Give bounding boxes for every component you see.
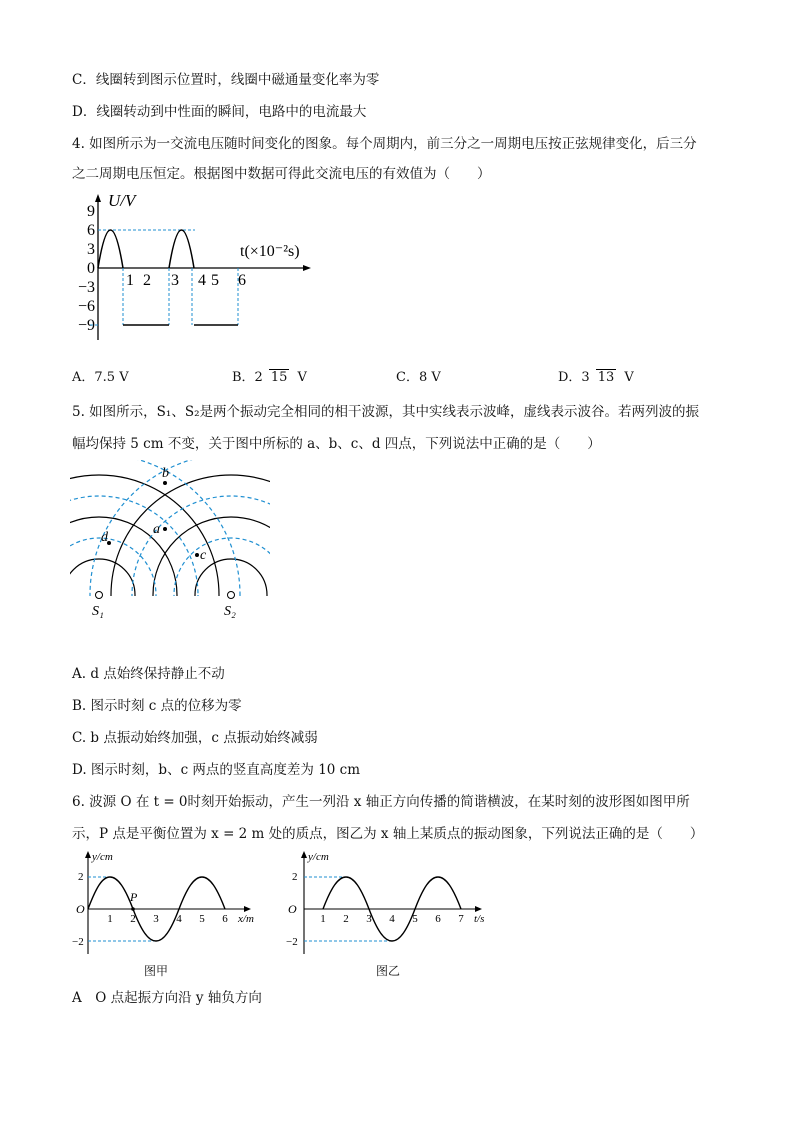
svg-text:5: 5 (412, 913, 418, 925)
point-c (195, 553, 199, 557)
q5-option-d: D. 图示时刻，b、c 两点的竖直高度差为 10 cm (72, 762, 361, 778)
label-s1: S₁ (92, 604, 104, 619)
svg-text:5: 5 (199, 913, 205, 925)
q6-stem-line2: 示，P 点是平衡位置为 x = 2 m 处的质点，图乙为 x 轴上某质点的振动图象，下列说法正确的是（ ） (72, 826, 704, 842)
x-axis-label: t/s (474, 913, 485, 925)
x-tick: 1 (126, 272, 134, 289)
y-axis-label: y/cm (92, 851, 113, 863)
q5-option-b: B. 图示时刻 c 点的位移为零 (72, 698, 242, 714)
x-tick: 5 (211, 272, 219, 289)
y-tick: −3 (77, 279, 95, 296)
y-tick: 9 (87, 203, 95, 220)
y-tick: −2 (286, 936, 298, 948)
svg-text:4: 4 (389, 913, 395, 925)
y-tick: 3 (87, 241, 95, 258)
q5-option-a: A. d 点始终保持静止不动 (72, 666, 225, 682)
x-tick: 4 (198, 272, 206, 289)
y-axis-arrow (95, 194, 101, 202)
point-b (163, 481, 167, 485)
q6-option-a: A O 点起振方向沿 y 轴负方向 (72, 990, 262, 1006)
x-axis-label: t(×10⁻²s) (240, 243, 300, 260)
y-axis-label: U/V (108, 191, 136, 210)
svg-text:2: 2 (343, 913, 349, 925)
origin-label: O (76, 902, 85, 916)
svg-text:3: 3 (366, 913, 372, 925)
y-tick: −6 (77, 298, 95, 315)
origin-label: O (288, 902, 297, 916)
q4-option-a: A．7.5 V (72, 370, 129, 385)
svg-text:4: 4 (176, 913, 182, 925)
q4-option-d: D．3 13 V (558, 370, 634, 385)
x-tick: 2 (143, 272, 151, 289)
svg-text:1: 1 (107, 913, 113, 925)
label-d: d (101, 530, 108, 545)
y-tick: −2 (72, 936, 84, 948)
caption-jia: 图甲 (144, 964, 169, 978)
svg-text:7: 7 (458, 913, 464, 925)
label-a: a (153, 522, 160, 537)
y-tick: 6 (87, 222, 95, 239)
point-p (131, 907, 135, 911)
point-a (163, 527, 167, 531)
label-s2: S₂ (224, 604, 236, 619)
label-p: P (130, 890, 138, 904)
svg-text:2: 2 (130, 913, 136, 925)
q5-interference-diagram (70, 460, 270, 620)
label-b: b (162, 466, 169, 481)
q4-stem-line1: 4. 如图所示为一交流电压随时间变化的图象。每个周期内，前三分之一周期电压按正弦规律变化，后三分 (72, 136, 697, 152)
y-axis-label: y/cm (308, 851, 329, 863)
q5-stem-line1: 5. 如图所示，S₁、S₂是两个振动完全相同的相干波源，其中实线表示波峰，虚线表示波谷。若两列波的振 (72, 404, 699, 420)
svg-text:6: 6 (222, 913, 228, 925)
q6-wave-graph (70, 846, 270, 956)
source-s1 (96, 592, 103, 599)
q4-voltage-graph (70, 188, 320, 348)
y-tick: −9 (77, 317, 95, 334)
q3-option-c: C．线圈转到图示位置时，线圈中磁通量变化率为零 (72, 72, 380, 88)
x-axis-label: x/m (238, 913, 254, 925)
q5-option-c: C. b 点振动始终加强，c 点振动始终减弱 (72, 730, 318, 746)
y-tick: 0 (87, 260, 95, 277)
y-tick: 2 (292, 871, 298, 883)
q6-vibration-graph (286, 846, 496, 956)
y-tick: 2 (78, 871, 84, 883)
q6-stem-line1: 6. 波源 O 在 t = 0时刻开始振动，产生一列沿 x 轴正方向传播的简谐横波，在某时刻的波形图如图甲所 (72, 794, 690, 810)
x-tick: 6 (238, 272, 246, 289)
x-axis-arrow (303, 265, 311, 271)
q4-option-b: B．2 15 V (232, 370, 307, 385)
caption-yi: 图乙 (376, 964, 401, 978)
q4-stem-line2: 之二周期电压恒定。根据图中数据可得此交流电压的有效值为（ ） (72, 166, 491, 182)
x-tick: 3 (171, 272, 179, 289)
source-s2 (228, 592, 235, 599)
svg-text:1: 1 (320, 913, 326, 925)
q3-option-d: D．线圈转动到中性面的瞬间，电路中的电流最大 (72, 104, 367, 120)
q4-option-c: C．8 V (396, 370, 441, 385)
svg-text:3: 3 (153, 913, 159, 925)
q5-stem-line2: 幅均保持 5 cm 不变，关于图中所标的 a、b、c、d 四点，下列说法中正确的是（ ） (72, 436, 601, 452)
svg-text:6: 6 (435, 913, 441, 925)
label-c: c (200, 548, 207, 563)
